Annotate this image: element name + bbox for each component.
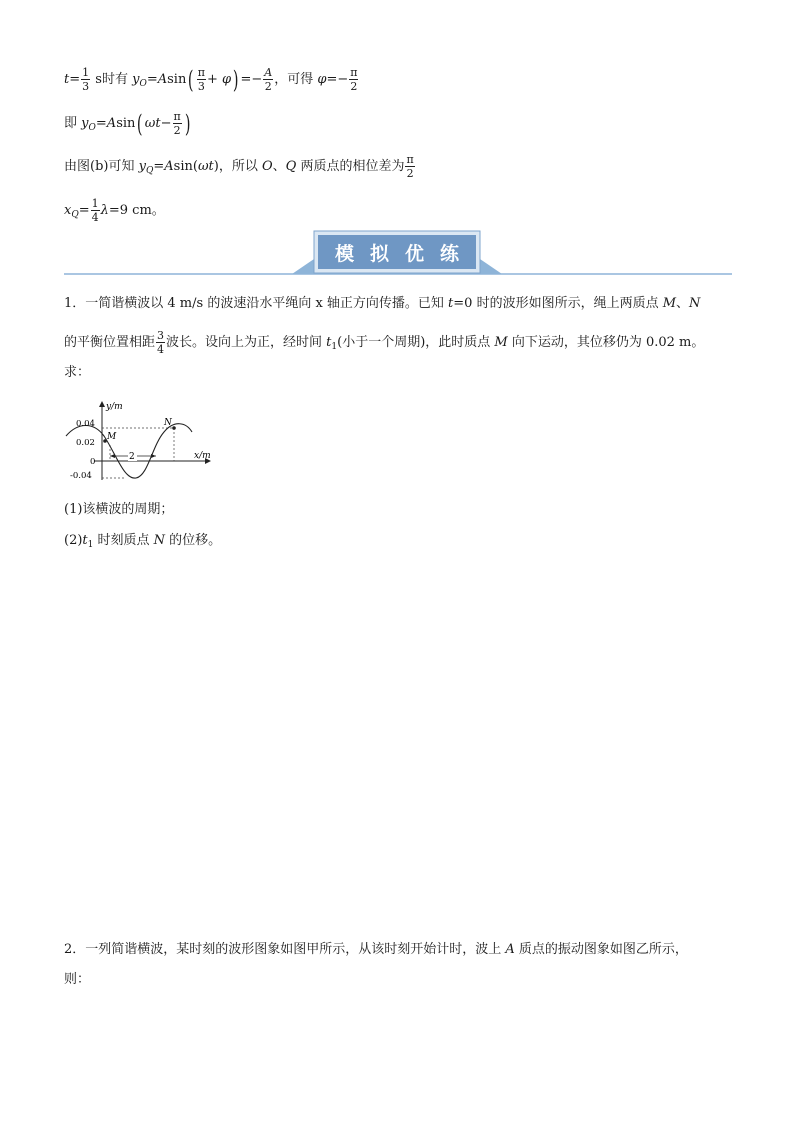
fraction-one-quarter: $\frac{1}{4}$ (91, 197, 99, 224)
point-m-label: M (107, 432, 117, 442)
y-axis-label: y/m (106, 402, 123, 412)
var-t: t (64, 72, 70, 87)
question-1-sub-1: (1)该横波的周期； (64, 502, 174, 517)
derivation-line-4: $x_Q=$ $\frac{1}{4}$ λ=9 cm。 (64, 197, 165, 224)
question-2-line-1: 2．一列简谐横波，某时刻的波形图象如图甲所示，从该时刻开始计时，波上 A 质点的振动图象如图乙所示， (64, 942, 688, 957)
question-2-line-2: 则： (64, 972, 91, 987)
question-1-line-2: 的平衡位置相距 $\frac{3}{4}$ 波长。设向上为正，经时间 $t_1$(小于一个周期)，此时质点 M 向下运动，其位移仍为 0.02 m。 (64, 329, 705, 356)
fraction-pi-half: $\frac{\pi}{2}$ (406, 153, 414, 180)
tick-label: 0.04 (76, 419, 95, 429)
point-n-label: N (164, 418, 172, 428)
derivation-line-1: t= $\frac{1}{3}$ s时有 $y_O=Asin$( $\frac{\pi}{3}$ + φ) =− $\frac{A}{2}$ ，可得 φ=− $\frac{\pi}{2}$ (64, 65, 358, 94)
banner-title: 模拟优练 (334, 242, 475, 265)
derivation-line-2: 即 $y_O=Asin$( ωt− $\frac{\pi}{2}$ ) (64, 109, 191, 138)
tick-label: 0.02 (76, 438, 95, 448)
derivation-line-3: 由图(b)可知 $y_Q=Asin(\omega t)$，所以 O、Q 两质点的相位差为 $\frac{\pi}{2}$ (64, 153, 414, 180)
fraction-pi-half: $\frac{\pi}{2}$ (173, 110, 181, 137)
question-1-line-3: 求： (64, 365, 91, 380)
section-banner (64, 229, 732, 277)
point-n (172, 426, 176, 430)
fraction-three-quarters: $\frac{3}{4}$ (157, 329, 165, 356)
fraction-pi-third: $\frac{\pi}{3}$ (197, 66, 205, 93)
question-1-sub-2: $(2)t_1$ 时刻质点 N 的位移。 (64, 533, 222, 550)
question-1-line-1: 1．一简谐横波以 4 m/s 的波速沿水平绳向 x 轴正方向传播。已知 t=0 时的波形如图所示，绳上两质点 M、N (64, 296, 701, 311)
x-axis-label: x/m (194, 451, 211, 461)
tick-label: -0.04 (70, 471, 92, 481)
fraction-one-third: $\frac{1}{3}$ (82, 66, 90, 93)
fraction-a-half: $\frac{A}{2}$ (264, 66, 273, 93)
tick-label: 0 (90, 457, 96, 467)
fraction-pi-half: $\frac{\pi}{2}$ (350, 66, 358, 93)
wave-curve (66, 424, 192, 478)
distance-label: 2 (129, 452, 135, 462)
wave-graph (64, 396, 216, 486)
